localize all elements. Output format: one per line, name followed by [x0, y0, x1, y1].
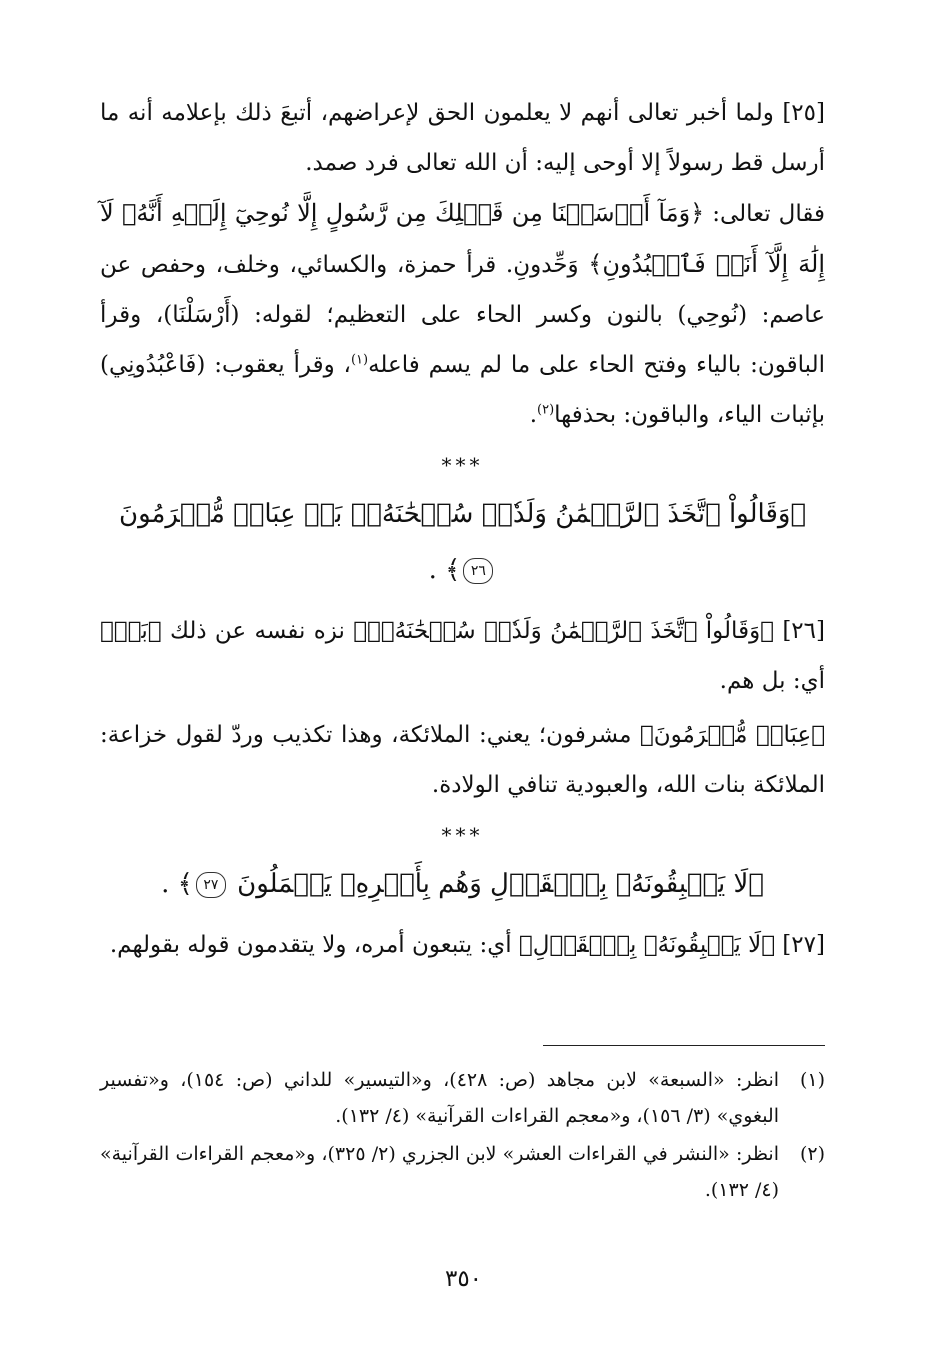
ayah-26-text: ﴿وَقَالُواْ ٱتَّخَذَ ٱلرَّحۡمَٰنُ وَلَدٗاۗ سُبۡحَٰنَهُۥۚ بَلۡ عِبَادٞ مُّكۡرَمُونَ: [118, 499, 807, 529]
footnote-text: انظر: «النشر في القراءات العشر» لابن الجزري (٢/ ٣٢٥)، و«معجم القراءات القرآنية» (٤/ ١٣٢).: [100, 1143, 779, 1201]
ayah-27-text: ﴿لَا يَسۡبِقُونَهُۥ بِٱلۡقَوۡلِ وَهُم بِأَمۡرِهِۦ يَعۡمَلُونَ: [237, 869, 764, 899]
footnote-text: انظر: «السبعة» لابن مجاهد (ص: ٤٢٨)، و«التيسير» للداني (ص: ١٥٤)، و«تفسير البغوي» (٣/ ١٥٦)، و«معجم القراءات القرآنية» (٤/ ١٣٢).: [100, 1069, 780, 1127]
footnote-ref-2[interactable]: (٢): [537, 402, 555, 418]
footnote-number: (٢): [799, 1143, 825, 1165]
footnotes: [100, 1062, 825, 1210]
paragraph-26-b: ﴿عِبَادٞ مُّكۡرَمُونَ﴾ مشرفون؛ يعني: الملائكة، وهذا تكذيب وردّ لقول خزاعة: الملائكة بنات الله، والعبودية تنافي الولادة.: [100, 722, 825, 798]
paragraph-25-body: [100, 188, 825, 440]
paragraph-25-intro: [٢٥] ولما أخبر تعالى أنهم لا يعلمون الحق لإعراضهم، أتبعَ ذلك بإعلامه أنه ما أرسل قط رسولاً إلا أوحى إليه: أن الله تعالى فرد صمد.: [100, 100, 825, 176]
section-divider: ***: [441, 823, 484, 847]
quote-intro: فقال تعالى:: [712, 201, 825, 227]
ayah-close: ﴾ .: [161, 869, 193, 899]
page-number: ٣٥٠: [444, 1266, 483, 1292]
ayah-26: [100, 486, 825, 598]
section-divider: ***: [441, 453, 484, 477]
paragraph-25-text-2: ، وقرأ يعقوب: (فَاعْبُدُونِي) بإثبات الياء، والباقون: بحذفها: [100, 352, 825, 428]
ayah-close: ﴾ .: [428, 555, 461, 585]
paragraph-26: [٢٦] ﴿وَقَالُواْ ٱتَّخَذَ ٱلرَّحۡمَٰنُ وَلَدٗاۗ سُبۡحَٰنَهُۥۚ﴾ نزه نفسه عن ذلك ﴿بَلۡ﴾ أي: بل هم.: [100, 618, 825, 694]
paragraph-end: .: [529, 402, 538, 428]
footnote-2: [100, 1136, 825, 1208]
paragraph-25-text: وَحِّدونِ. قرأ حمزة، والكسائي، وخلف، وحفص عن عاصم: (نُوحِي) بالنون وكسر الحاء على التعظيم؛ لقوله: (أَرْسَلْنَا)، وقرأ الباقون: بالياء وفتح الحاء على ما لم يسم فاعله: [100, 252, 825, 378]
footnote-number: (١): [799, 1069, 826, 1091]
footnote-separator: [543, 1045, 825, 1046]
footnote-1: [100, 1062, 825, 1134]
paragraph-27: [٢٧] ﴿لَا يَسۡبِقُونَهُۥ بِٱلۡقَوۡلِ﴾ أي: يتبعون أمره، ولا يتقدمون قوله بقولهم.: [109, 932, 825, 958]
footnote-ref-1[interactable]: (١): [350, 352, 369, 368]
ayah-number-marker: ٢٧: [196, 872, 226, 898]
ayah-27: [100, 856, 825, 912]
quran-quote: ﴿وَمَآ أَرۡسَلۡنَا مِن قَبۡلِكَ مِن رَّسُولٍ إِلَّا نُوحِيٓ إِلَيۡهِ أَنَّهُۥ لَآ إِلَٰهَ إِلَّآ أَنَا۠ فَٱعۡبُدُونِ﴾: [100, 199, 826, 278]
main-text: [100, 88, 825, 970]
ayah-number-marker: ٢٦: [463, 558, 493, 584]
